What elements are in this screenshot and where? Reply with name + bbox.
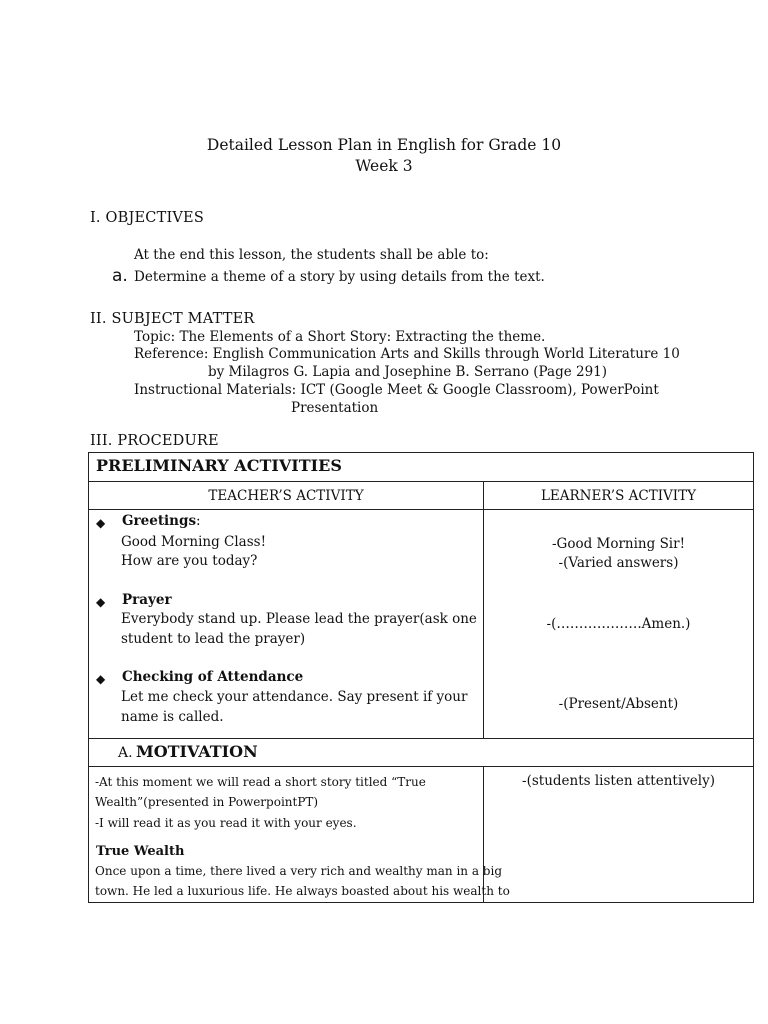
- table-border: [88, 902, 754, 903]
- motivation-response: -(students listen attentively): [522, 773, 715, 789]
- story-line-2: town. He led a luxurious life. He always boasted about his wealth to: [95, 884, 510, 898]
- motivation-line-3: -I will read it as you read it with your eyes.: [95, 816, 357, 830]
- learner-column-header: LEARNER’S ACTIVITY: [540, 488, 697, 504]
- materials-line-cont: Presentation: [291, 400, 379, 416]
- attendance-response: -(Present/Absent): [558, 696, 679, 712]
- greetings-label-text: Greetings: [122, 513, 197, 529]
- procedure-heading: III. PROCEDURE: [90, 433, 219, 449]
- prayer-response: -(……………….Amen.): [546, 616, 691, 632]
- motivation-line-1: -At this moment we will read a short story titled “True: [95, 775, 426, 789]
- motivation-heading: MOTIVATION: [136, 742, 258, 761]
- materials-line: Instructional Materials: ICT (Google Meet & Google Classroom), PowerPoint: [134, 382, 659, 398]
- greetings-label: [122, 513, 201, 529]
- table-border: [753, 452, 754, 903]
- prayer-line-2: student to lead the prayer): [121, 631, 306, 647]
- reference-line: Reference: English Communication Arts and Skills through World Literature 10: [134, 346, 680, 362]
- subject-matter-heading: II. SUBJECT MATTER: [90, 311, 255, 327]
- attendance-label: Checking of Attendance: [122, 669, 304, 685]
- motivation-line-2: Wealth”(presented in PowerpointPT): [95, 795, 319, 809]
- preliminary-heading: PRELIMINARY ACTIVITIES: [96, 456, 342, 475]
- bullet-diamond-icon: ◆: [96, 595, 106, 609]
- table-border: [88, 481, 754, 482]
- reference-authors: by Milagros G. Lapia and Josephine B. Serrano (Page 291): [208, 364, 608, 380]
- topic-line: Topic: The Elements of a Short Story: Extracting the theme.: [134, 329, 546, 345]
- objective-marker: a.: [112, 266, 128, 286]
- greetings-colon: :: [196, 513, 201, 529]
- table-border: [88, 452, 754, 453]
- table-border: [88, 738, 754, 739]
- objective-item: Determine a theme of a story by using details from the text.: [134, 269, 545, 285]
- table-border: [88, 509, 754, 510]
- story-title: True Wealth: [96, 844, 185, 859]
- bullet-diamond-icon: ◆: [96, 672, 106, 686]
- attendance-line-2: name is called.: [121, 709, 224, 725]
- attendance-line-1: Let me check your attendance. Say present if your: [121, 689, 468, 705]
- objectives-intro: At the end this lesson, the students shall be able to:: [134, 247, 489, 263]
- table-border: [88, 766, 754, 767]
- teacher-column-header: TEACHER’S ACTIVITY: [208, 488, 364, 504]
- greetings-line-1: Good Morning Class!: [121, 534, 266, 550]
- bullet-diamond-icon: ◆: [96, 516, 106, 530]
- greetings-line-2: How are you today?: [121, 553, 258, 569]
- story-line-1: Once upon a time, there lived a very rich and wealthy man in a big: [95, 864, 503, 878]
- document-title: Detailed Lesson Plan in English for Grade 10: [206, 136, 562, 154]
- objectives-heading: I. OBJECTIVES: [90, 210, 204, 226]
- motivation-marker: A.: [118, 745, 133, 761]
- prayer-line-1: Everybody stand up. Please lead the prayer(ask one: [121, 611, 477, 627]
- table-border: [88, 452, 89, 903]
- prayer-label: Prayer: [122, 592, 172, 608]
- greetings-response-2: -(Varied answers): [558, 555, 679, 571]
- greetings-response-1: -Good Morning Sir!: [551, 536, 686, 552]
- week-label: Week 3: [355, 157, 413, 175]
